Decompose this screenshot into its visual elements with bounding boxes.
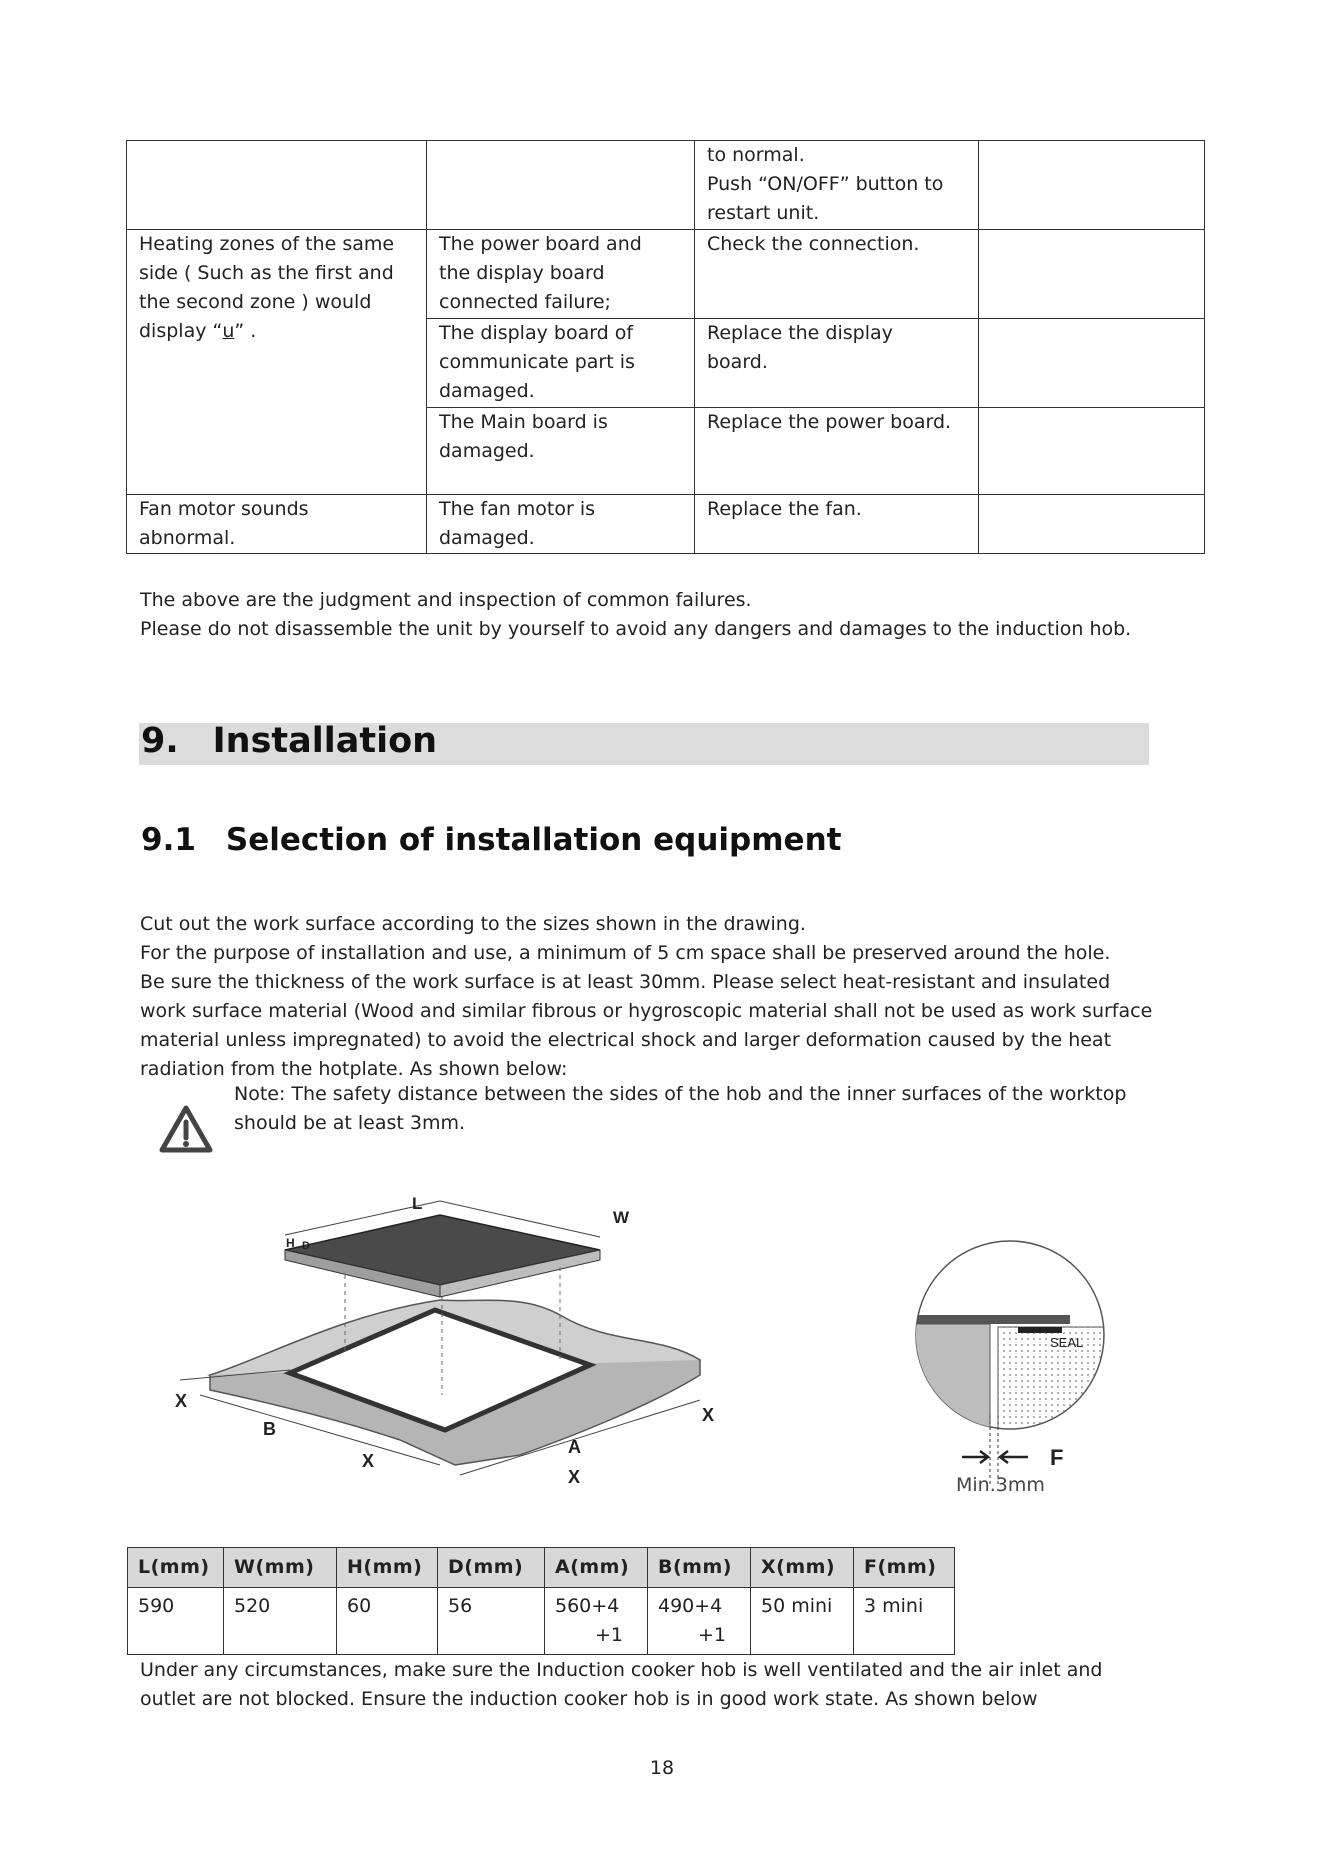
failures-note: The above are the judgment and inspection of common failures. xyxy=(140,589,752,611)
cause-text: The Main board is xyxy=(439,411,608,433)
body-line: For the purpose of installation and use, a minimum of 5 cm space shall be preserved around the hole. xyxy=(140,942,1111,964)
subsection-number: 9.1 xyxy=(141,822,196,858)
value-a-tolerance: +1 xyxy=(595,1624,624,1646)
cause-cell xyxy=(427,319,695,408)
cause-cell xyxy=(427,141,695,230)
solution-text: Replace the fan. xyxy=(707,498,862,520)
col-header-f: F(mm) xyxy=(854,1548,955,1588)
value-b xyxy=(648,1588,751,1655)
hob-top xyxy=(285,1215,600,1285)
fault-text-part: ” . xyxy=(234,320,257,342)
note-line: Note: The safety distance between the sides of the hob and the inner surfaces of the worktop xyxy=(234,1083,1127,1105)
label-w: W xyxy=(613,1208,630,1227)
cause-text: damaged. xyxy=(439,380,535,402)
body-line: outlet are not blocked. Ensure the induction cooker hob is in good work state. As shown below xyxy=(140,1688,1038,1710)
cause-text: communicate part is xyxy=(439,351,635,373)
section-heading xyxy=(141,721,437,761)
hob-body xyxy=(910,1324,990,1444)
cause-cell xyxy=(427,495,695,554)
body-line: material unless impregnated) to avoid the electrical shock and larger deformation caused by the heat xyxy=(140,1029,1112,1051)
fault-text: side ( Such as the first and xyxy=(139,262,394,284)
fault-text xyxy=(139,317,414,346)
col-header-a: A(mm) xyxy=(545,1548,648,1588)
col-header-w: W(mm) xyxy=(224,1548,337,1588)
notes-cell xyxy=(979,319,1205,408)
fault-text: Fan motor sounds xyxy=(139,498,309,520)
fault-cell xyxy=(127,141,427,230)
seal-label: SEAL xyxy=(1050,1335,1084,1350)
solution-cell xyxy=(695,495,979,554)
col-header-h: H(mm) xyxy=(337,1548,438,1588)
warning-triangle-icon xyxy=(158,1104,214,1154)
body-line: Be sure the thickness of the work surface is at least 30mm. Please select heat-resistant and insulated xyxy=(140,971,1111,993)
fault-text: abnormal. xyxy=(139,527,236,549)
solution-cell xyxy=(695,230,979,319)
fault-text: Heating zones of the same xyxy=(139,233,395,255)
label-f: F xyxy=(1050,1445,1064,1470)
section-title: Installation xyxy=(212,721,438,761)
troubleshooting-table xyxy=(126,140,1205,554)
table-row xyxy=(128,1588,955,1655)
cause-text: connected failure; xyxy=(439,291,611,313)
col-header-x: X(mm) xyxy=(751,1548,854,1588)
value-d: 56 xyxy=(438,1588,545,1655)
solution-text: Push “ON/OFF” button to xyxy=(707,173,944,195)
safety-distance-note xyxy=(234,1080,1126,1138)
table-row xyxy=(127,230,1205,319)
min-gap-label: Min.3mm xyxy=(956,1474,1045,1496)
value-x: 50 mini xyxy=(751,1588,854,1655)
label-h: H xyxy=(286,1236,295,1250)
notes-cell xyxy=(979,141,1205,230)
cause-text: damaged. xyxy=(439,527,535,549)
label-x-left: X xyxy=(175,1391,188,1411)
subsection-heading xyxy=(141,822,841,858)
cause-text: damaged. xyxy=(439,440,535,462)
cause-cell xyxy=(427,408,695,495)
col-header-b: B(mm) xyxy=(648,1548,751,1588)
table-row xyxy=(127,141,1205,230)
disassemble-warning: Please do not disassemble the unit by yourself to avoid any dangers and damages to the induction hob. xyxy=(140,618,1132,640)
table-header-row xyxy=(128,1548,955,1588)
cause-cell xyxy=(427,230,695,319)
notes-cell xyxy=(979,408,1205,495)
cause-text: the display board xyxy=(439,262,605,284)
fault-code: u xyxy=(222,320,235,342)
cause-text: The power board and xyxy=(439,233,642,255)
body-line: Under any circumstances, make sure the Induction cooker hob is well ventilated and the air inlet and xyxy=(140,1659,1103,1681)
value-a xyxy=(545,1588,648,1655)
solution-text: Check the connection. xyxy=(707,233,920,255)
fault-text-part: display “ xyxy=(139,320,223,342)
col-header-d: D(mm) xyxy=(438,1548,545,1588)
note-line: should be at least 3mm. xyxy=(234,1112,466,1134)
seal-detail-diagram xyxy=(900,1235,1110,1510)
solution-cell xyxy=(695,408,979,495)
solution-text: Replace the display xyxy=(707,322,893,344)
cause-text: The fan motor is xyxy=(439,498,596,520)
hob-glass xyxy=(910,1315,1070,1324)
label-x-right: X xyxy=(702,1405,715,1425)
ventilation-note xyxy=(140,1656,1102,1714)
cause-text: The display board of xyxy=(439,322,634,344)
label-d: D xyxy=(302,1240,310,1252)
installation-instructions xyxy=(140,910,1200,1084)
value-f: 3 mini xyxy=(854,1588,955,1655)
value-b-tolerance: +1 xyxy=(698,1624,727,1646)
value-l: 590 xyxy=(128,1588,224,1655)
value-h: 60 xyxy=(337,1588,438,1655)
value-b-main: 490+4 xyxy=(658,1595,723,1617)
solution-cell xyxy=(695,319,979,408)
solution-text: board. xyxy=(707,351,768,373)
solution-text: restart unit. xyxy=(707,202,820,224)
solution-cell xyxy=(695,141,979,230)
value-a-main: 560+4 xyxy=(555,1595,620,1617)
body-line: Cut out the work surface according to the sizes shown in the drawing. xyxy=(140,913,806,935)
notes-cell xyxy=(979,230,1205,319)
col-header-l: L(mm) xyxy=(128,1548,224,1588)
dimensions-table xyxy=(127,1547,955,1655)
table-row xyxy=(127,495,1205,554)
cutout-diagram xyxy=(140,1185,880,1495)
label-x-bottom: X xyxy=(362,1451,375,1471)
arrow-left-icon xyxy=(1000,1451,1028,1463)
fault-cell xyxy=(127,230,427,495)
fault-text: the second zone ) would xyxy=(139,291,372,313)
fault-cell xyxy=(127,495,427,554)
section-number: 9. xyxy=(141,721,179,761)
seal-strip xyxy=(1018,1327,1062,1333)
notes-cell xyxy=(979,495,1205,554)
value-w: 520 xyxy=(224,1588,337,1655)
solution-text: to normal. xyxy=(707,144,805,166)
body-line: work surface material (Wood and similar fibrous or hygroscopic material shall not be used as work surface xyxy=(140,1000,1153,1022)
body-line: radiation from the hotplate. As shown below: xyxy=(140,1058,568,1080)
label-b: B xyxy=(263,1419,276,1439)
arrow-right-icon xyxy=(962,1451,988,1463)
solution-text: Replace the power board. xyxy=(707,411,952,433)
label-a: A xyxy=(568,1437,581,1457)
label-l: L xyxy=(412,1194,423,1213)
label-x-front: X xyxy=(568,1467,581,1487)
page-number: 18 xyxy=(649,1757,675,1779)
subsection-title: Selection of installation equipment xyxy=(225,822,842,858)
